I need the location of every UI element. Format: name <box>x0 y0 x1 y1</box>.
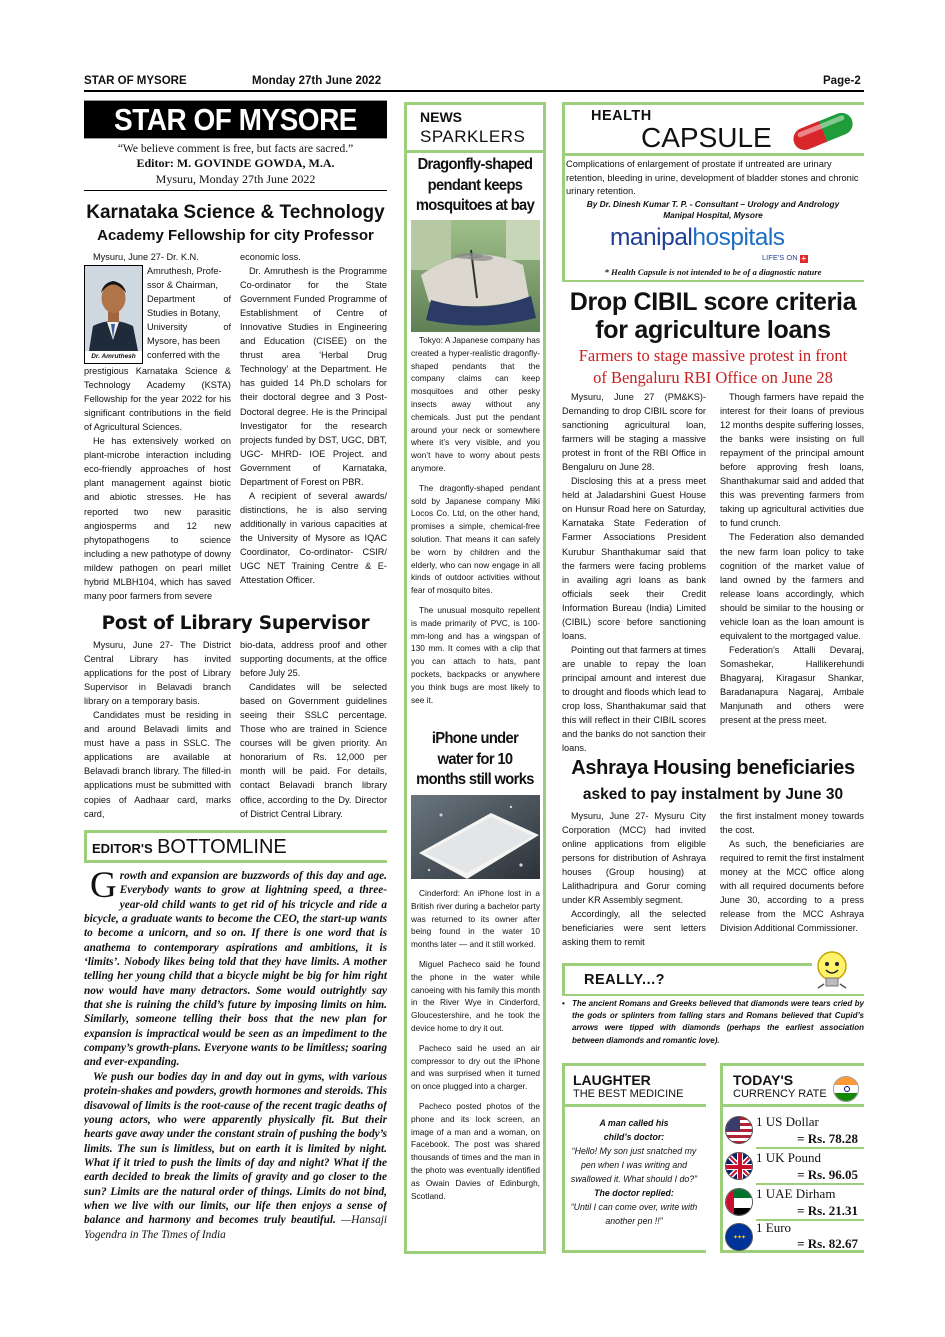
wrap-line: conferred with the <box>147 350 221 361</box>
currency-row <box>723 1149 864 1185</box>
cibil-col2 <box>720 390 864 756</box>
joke-line-1: “Hello! My son just snatched my pen when I was writing and swallowed it. What should I do?” <box>570 1146 698 1184</box>
masthead-motto: “We believe comment is free, but facts are sacred.” <box>117 143 354 155</box>
cibil-col1-p3: Pointing out that farmers at times are unable to repay the loan principal amount and interest due to drought and floods which lead to crop loss, Shanthakumar said that this will reflect in their CIBIL scores and the banks do not sanction their loans. <box>562 644 706 754</box>
health-label-bold: HEALTH <box>591 108 652 124</box>
cibil-subhead-2: of Bengaluru RBI Office on June 28 <box>593 368 833 387</box>
library-col1-p2: Candidates must be residing in and around Belavadi limits and must have a pass in SSLC. The applications are available at Belavadi branch library. The filled-in applications must be submitted with copies of Aadhaar card, marks card, <box>84 710 231 819</box>
cibil-subhead-1: Farmers to stage massive protest in front <box>578 346 848 365</box>
cibil-col1-p1: Mysuru, June 27 (PM&KS)- Demanding to drop CIBIL score for sanctioning agricultural loan, farmers will be staging a massive protest in front of the RBI Office in Bengaluru on June 28. <box>562 392 706 473</box>
library-col1 <box>84 638 231 822</box>
tagline-text: LIFE'S ON <box>762 253 798 262</box>
ashraya-col1-p2: Accordingly, all the selected beneficiaries were sent letters asking them to remit <box>562 909 706 948</box>
plus-icon: + <box>801 254 807 263</box>
karnataka-subhead: Academy Fellowship for city Professor <box>97 227 374 244</box>
library-col1-p1: Mysuru, June 27- The District Central Library has invited applications for the post of Library Supervisor in Belavadi branch library on a temporary basis. <box>84 640 231 707</box>
iphone-photo <box>411 795 540 879</box>
currency-value: = Rs. 82.67 <box>797 1236 858 1251</box>
bottomline-p1 <box>84 869 387 1070</box>
karnataka-col2-p1: Dr. Amruthesh is the Programme Co-ordinator for the State Government Funded Programme of Establishment of Centre of Innovative Studies in Engineering and Education (CISEE) on the thrust area ‘Herbal Drug Technology’ at the Department. He has guided 14 Ph.D scholars for their doctoral degree and 3 Post-Doctoral degree. He is the Principal Investigator for the research projects funded by DST, UGC, DBT, UGC- MHRD- IOE Project. and Government of Karnataka, Department of Forest on PBR. <box>240 266 387 487</box>
karnataka-col1-rest: prestigious Karnataka Science & Technology Academy (KSTA) Fellowship for the year 2022 for his significant contributions in the field of Agricultural Sciences. <box>84 366 231 433</box>
story2-p3: Pacheco said he used an air compressor to dry out the iPhone and was surprised when it turned on once plugged into a charger. <box>411 1042 540 1092</box>
karnataka-col1 <box>84 250 231 616</box>
really-text: The ancient Romans and Greeks believed that diamonds were tears cried by the gods or splinters from falling stars and Romans believed that Cupid’s arrows were tipped with diamonds (perhaps the earliest association between diamonds and romantic love). <box>572 999 864 1045</box>
cibil-headline-1: Drop CIBIL score criteria <box>569 288 857 316</box>
story2-p1: Cinderford: An iPhone lost in a British river during a bachelor party was returned to its owner after being found in the water 10 months later — and it still worked. <box>411 888 540 950</box>
photo-caption: Dr. Amruthesh <box>85 351 142 363</box>
logo-hospitals: hospitals <box>692 224 785 251</box>
ashraya-col2-p2: As such, the beneficiaries are required to remit the first instalment money at the MCC office along with all required documents before June 30, according to a press release from the MCC Ashraya Division Additional Commissioner. <box>720 839 864 934</box>
cibil-headline-2: for agriculture loans <box>595 316 831 344</box>
uae-flag-icon <box>725 1188 753 1216</box>
library-headline: Post of Library Supervisor <box>101 613 370 634</box>
really-label: REALLY...? <box>584 972 666 988</box>
cap-photo <box>411 220 540 332</box>
masthead <box>84 102 387 194</box>
header-rule <box>84 90 864 92</box>
currency-name: 1 US Dollar <box>756 1114 819 1129</box>
story2-body <box>411 887 540 1245</box>
karnataka-headline: Karnataka Science & Technology <box>86 202 385 223</box>
masthead-rule <box>84 190 387 191</box>
sparklers-topbar <box>404 102 546 105</box>
drop-cap: G <box>90 869 117 906</box>
karnataka-col2 <box>240 250 387 616</box>
laughter-rule <box>562 1104 706 1107</box>
bottomline-text <box>84 869 387 1249</box>
bottomline-p2-text: We push our bodies day in and day out in gyms, with various protein-shakes and powders, growth hormones and steroids. This disavowal of limits is the root-cause of the recent tragic deaths of young actors, who were apparently physically fit. But their hearts gave away under the constant strain of pushing the body’s limits. The sun is limitless, but on earth it is limited by night. What if it tried to push the limits of day and night? What if the earth decided to break the limits of gravity and go closer to the sun? Limits are the natural order of things. Limits do not bind, when we live with our limits, our life then enjoys a sense of balance and harmony and becomes truly beautiful. <box>84 1070 387 1227</box>
wrap-line: ssor & Chairman, <box>147 280 218 291</box>
masthead-editor: Editor: M. GOVINDE GOWDA, M.A. <box>136 156 335 170</box>
currency-value: = Rs. 21.31 <box>797 1203 858 1218</box>
india-flag-icon <box>833 1076 859 1102</box>
karnataka-col2-p2: A recipient of several awards/ distinctions, he is also serving additionally in various capacities at the University of Mysore as IQAC Coordinator, Co-ordinator- CSIR/ UGC NET Training Centre & E-Attestation Officer. <box>240 490 387 586</box>
ashraya-col1 <box>562 809 706 951</box>
joke-title-1: A man called his <box>599 1118 669 1128</box>
cibil-col2-p1: Though farmers have repaid the interest for their loans of previous 12 months despite suffering losses, the banks were insisting on full repayment of the principal amount before approving fresh loans, Shanthakumar said and added that this was preventing farmers from taking up agricultural activities due to fund crunch. <box>720 392 864 529</box>
wrap-line: Amruthesh, Profe- <box>147 266 222 277</box>
masthead-title: STAR OF MYSORE <box>84 101 387 139</box>
currency-row <box>723 1185 864 1221</box>
laughter-sub: THE BEST MEDICINE <box>573 1088 684 1100</box>
library-col2-p1: bio-data, address proof and other supporting documents, at the office before July 25. <box>240 640 387 679</box>
health-text: Complications of enlargement of prostate if untreated are urinary retention, bleeding in urine, development of bladder stones and chronic urinary retention. <box>566 159 859 196</box>
bottomline-label-light: BOTTOMLINE <box>157 836 287 858</box>
currency-value: = Rs. 78.28 <box>797 1131 858 1146</box>
currency-name: 1 UK Pound <box>756 1150 822 1165</box>
library-col2-p2: Candidates will be selected based on Government guidelines seeing their SSLC percentage. Those who are trained in Science courses will be given priority. An honorarium of Rs. 12,000 per month will be paid. For details, contact Belavadi branch library office, according to the Dy. Director of District Central Library. <box>240 682 387 819</box>
story2-headline: iPhone under water for 10 months still works <box>416 730 534 788</box>
ashraya-headline: Ashraya Housing beneficiaries <box>571 757 855 779</box>
paper-name: STAR OF MYSORE <box>84 75 187 87</box>
library-col2 <box>240 638 387 822</box>
joke-line-2: “Until I can come over, write with another pen !!” <box>570 1202 698 1226</box>
page-number: Page-2 <box>823 75 861 87</box>
bottomline-p1-text: rowth and expansion are buzzwords of this day and age. Everybody wants to grow at lightning speed, a three-year-old child wants to get rid of his tricycle and ride a bicycle, a graduate wants to become the CEO, the start-up wants to become a unicorn, and so on. If there is one word that is anathema to contemporary aspirations and ambitions, it is ‘limits’. Nobody likes being told that they have limits. A mother telling her young child that a bicycle might be big for him right now would have many detractors. Some would outrightly say that she is ruining the child’s future by imposing limits on him. Similarly, someone telling their boss that the new plan for expansion is impractical would be seen as an impediment to the company’s growth-plans. Everyone wants to be limitless; soaring and ever-expanding. <box>84 870 387 1069</box>
currency-name: 1 Euro <box>756 1220 792 1235</box>
health-bottom-rule <box>562 280 864 282</box>
story1-p1: Tokyo: A Japanese company has created a hyper-realistic dragonfly-shaped pendants that the company claims can keep mosquitoes and other pesky insects away without any chemicals. Just put the pendant around your neck or somewhere where it’s very visible, and you won’t have to worry about pests anymore. <box>411 335 540 473</box>
currency-rule <box>720 1104 864 1107</box>
story1-headline: Dragonfly-shaped pendant keeps mosquitoes at bay <box>415 156 535 214</box>
currency-row <box>723 1221 864 1253</box>
wrap-line: Studies in Botany, <box>147 308 221 319</box>
cibil-col1-p2: Disclosing this at a press meet held at Jaladarshini Guest House on Hunsur Road here on Saturday, Karnataka State Federation of Farmer Associations President Kurubur Shanthakumar said that the farmers were facing problems in availing agri loans as bank officials seek their Credit Information Bureau (India) Limited (CIBIL) score before sanctioning loans. <box>562 476 706 641</box>
ashraya-col2 <box>720 809 864 951</box>
wrap-line: Department of <box>147 294 231 305</box>
karnataka-first-line: Mysuru, June 27- Dr. K.N. <box>93 252 199 262</box>
story1-body <box>411 334 540 724</box>
joke-title-2: child’s doctor: <box>603 1132 665 1142</box>
manipal-logo <box>610 224 785 252</box>
currency-value: = Rs. 96.05 <box>797 1167 858 1182</box>
laughter-body <box>566 1116 702 1228</box>
sparklers-rule <box>404 150 546 153</box>
health-hospital: Manipal Hospital, Mysore <box>663 210 763 220</box>
eu-flag-icon: ✦✦✦ <box>725 1223 753 1251</box>
story2-p2: Miguel Pacheco said he found the phone in the water while canoeing with his family this month in the River Wye in Cinderford, Gloucestershire, and he took the device home to dry it out. <box>411 958 540 1033</box>
sparklers-label-bold: NEWS <box>420 109 462 125</box>
wrap-line: University of <box>147 322 231 333</box>
laughter-label: LAUGHTER <box>573 1072 651 1088</box>
bottomline-credit: —Hansaji Yogendra in The Times of India <box>84 1214 387 1241</box>
sparklers-label-light: SPARKLERS <box>420 127 526 146</box>
story1-p3: The unusual mosquito repellent is made primarily of PVC, is 100-mm-long and has a wingspan of 130 mm. It comes with a clip that you can attach to hats, pant pockets, backpacks or anywhere you think bugs are most likely to see it. <box>411 604 540 705</box>
ashraya-col2-p1: the first instalment money towards the cost. <box>720 811 864 836</box>
bottomline-label-bold: EDITOR'S <box>92 841 153 856</box>
currency-sub: CURRENCY RATE <box>733 1088 827 1100</box>
masthead-dateline: Mysuru, Monday 27th June 2022 <box>155 172 316 186</box>
wet-iphone-icon <box>411 795 540 879</box>
logo-manipal: manipal <box>610 224 693 251</box>
cap-with-dragonfly-icon <box>411 220 540 332</box>
story2-p4: Pacheco posted photos of the phone and its lock screen, an image of a man and a woman, on Facebook. The post was shared thousands of times and the man in the photo was eventually identified as Owain Davies of Edinburgh, Scotland. <box>411 1100 540 1201</box>
health-byline: By Dr. Dinesh Kumar T. P. - Consultant – Urology and Andrology <box>586 199 840 209</box>
karnataka-col1-p2: He has extensively worked on plant-microbe interaction including eco-friendly approaches of host plant management against biotic and abiotic stresses. He has reported two new parasitic angiosperms and 12 new phytopathogens to science including a new pathotype of downy mildew pathogen on pearl millet hybrid MLBH104, which has saved many poor farmers from severe <box>84 436 231 601</box>
ashraya-subhead: asked to pay instalment by June 30 <box>582 786 844 803</box>
currency-name: 1 UAE Dirham <box>756 1186 836 1201</box>
issue-date: Monday 27th June 2022 <box>252 75 382 87</box>
health-label-light: CAPSULE <box>641 122 772 153</box>
wrap-line: Mysore, has been <box>147 336 221 347</box>
cibil-col1 <box>562 390 706 756</box>
really-content <box>562 998 864 1047</box>
bottomline-label <box>92 834 382 860</box>
uk-flag-icon <box>725 1152 753 1180</box>
professor-photo <box>84 265 143 364</box>
really-bullet: • <box>562 999 565 1008</box>
joke-reply-label: The doctor replied: <box>594 1188 674 1198</box>
bottomline-underline <box>84 860 387 863</box>
story1-p2: The dragonfly-shaped pendant sold by Japanese company Miki Locos Co. Ltd, on the other hand, promises a simple, chemical-free solution. That means it can safely be worn by children and the elderly, who can now engage in all kinds of outdoor activities without fear of mosquito bites. <box>411 482 540 596</box>
cibil-col2-p3: Federation’s Attalli Devaraj, Somashekar, Hallikerehundi Bhagyaraj, Kiragasur Shankar, Baradanapura Nagaraj, Ambale Manjunath and others were present at the press meet. <box>720 644 864 726</box>
karnataka-col2-p0: economic loss. <box>240 252 301 262</box>
bottomline-p2 <box>84 1070 387 1242</box>
currency-row <box>723 1113 864 1149</box>
capsule-pill-icon <box>786 110 862 152</box>
lightbulb-icon <box>812 948 852 996</box>
ashraya-col1-p1: Mysuru, June 27- Mysuru City Corporation (MCC) had invited online applications from eligible persons for distribution of Ashraya houses (Group housing) at Lalithadripura and Gorur coming under KR Assembly segment. <box>562 811 706 906</box>
manipal-tagline <box>762 253 808 263</box>
professor-portrait-icon <box>85 266 142 351</box>
us-flag-icon <box>725 1116 753 1144</box>
currency-label: TODAY'S <box>733 1072 794 1088</box>
health-disclaimer: * Health Capsule is not intended to be of a diagnostic nature <box>604 267 822 277</box>
cibil-col2-p2: The Federation also demanded the new farm loan policy to take cognition of the market value of land owned by the farmers and release loans accordingly, which should be similar to the housing or vehicle loan as the loan amount is equivalent to the mortgaged value. <box>720 532 864 641</box>
